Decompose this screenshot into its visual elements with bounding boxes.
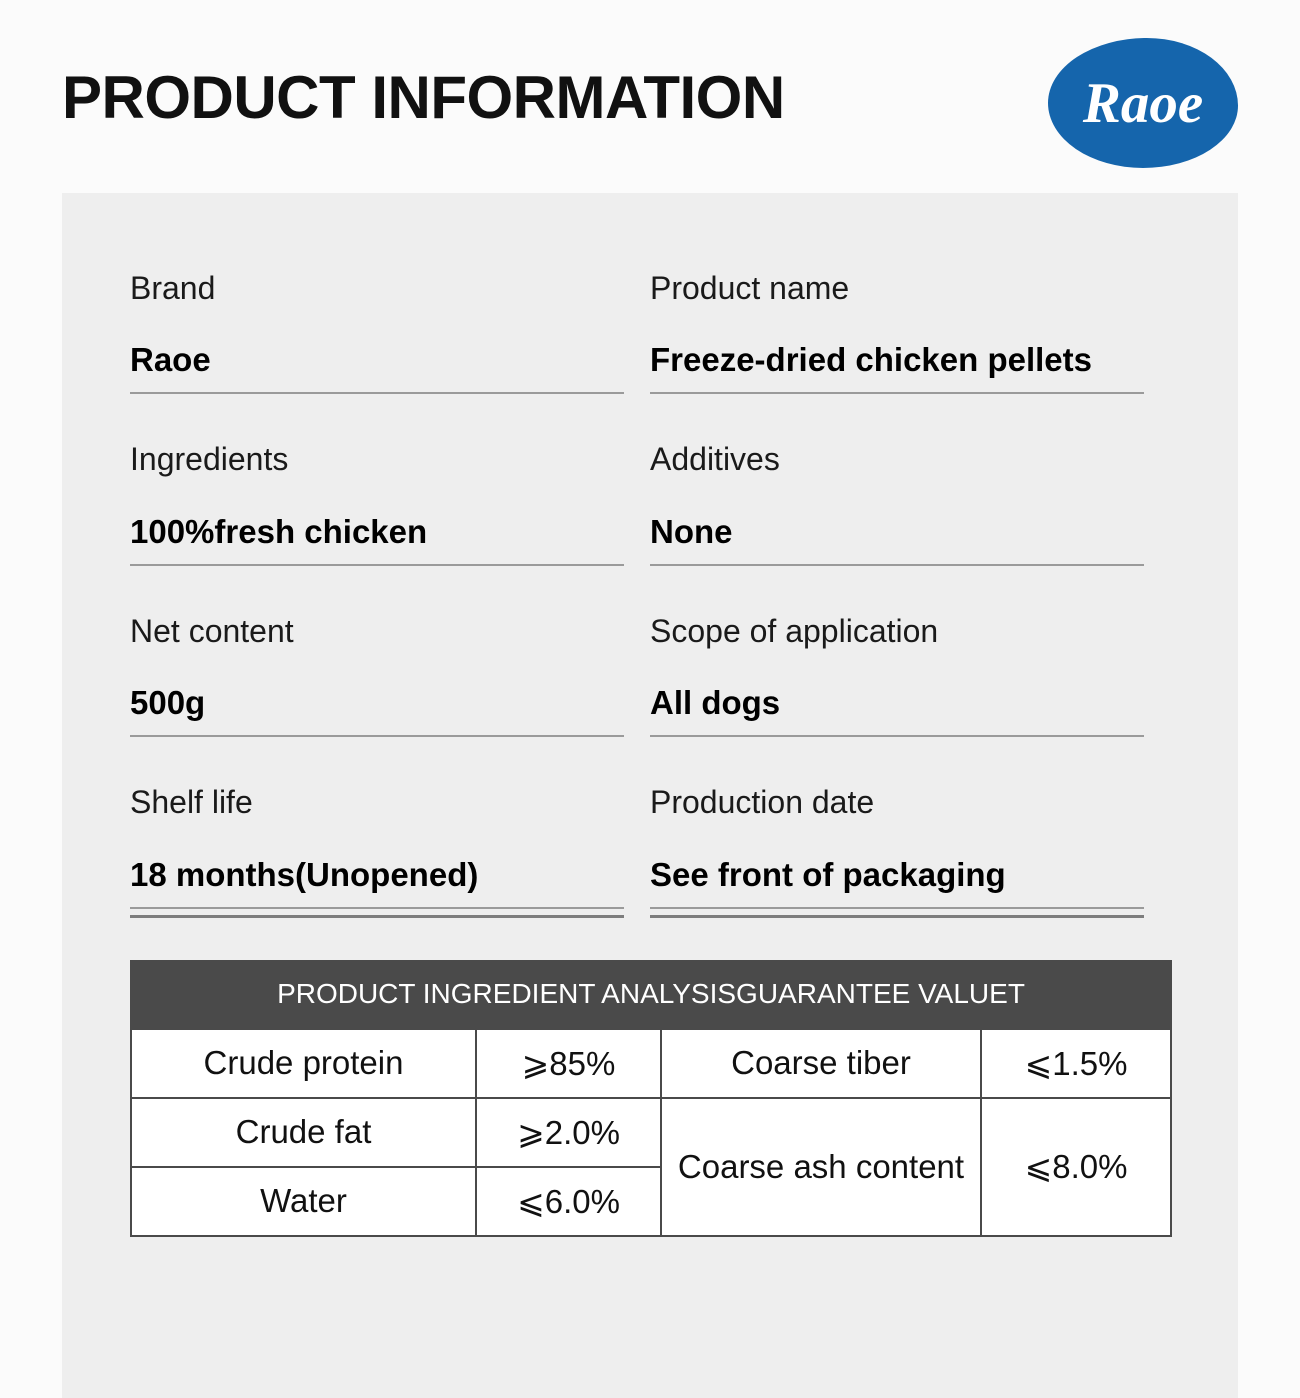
- row-spacer: [130, 394, 650, 424]
- spec-item-production-date: [650, 767, 1170, 921]
- spec-label: Brand: [130, 270, 216, 306]
- analysis-label: Coarse tiber: [661, 1029, 981, 1098]
- divider: [650, 915, 1144, 922]
- row-spacer: [650, 394, 1170, 424]
- specifications-panel: [62, 193, 1238, 1398]
- spec-item-additives: [650, 424, 1170, 565]
- spec-value: Raoe: [130, 306, 624, 394]
- spec-label: Ingredients: [130, 441, 289, 478]
- spec-label: Net content: [130, 612, 294, 649]
- spec-item-product-name: [650, 253, 1170, 394]
- analysis-value: ⩾85%: [476, 1029, 661, 1098]
- spec-label: Additives: [650, 441, 780, 478]
- table-header-title: PRODUCT INGREDIENT ANALYSISGUARANTEE VALUET: [131, 961, 1171, 1029]
- spec-label: Product name: [650, 270, 850, 306]
- table-row: [131, 1098, 1171, 1167]
- analysis-value: ⩾2.0%: [476, 1098, 661, 1167]
- analysis-value: ⩽1.5%: [981, 1029, 1171, 1098]
- ingredient-analysis-table: [130, 960, 1172, 1237]
- spec-value: See front of packaging: [650, 821, 1144, 909]
- spec-value: 18 months(Unopened): [130, 821, 624, 909]
- analysis-value: ⩽8.0%: [981, 1098, 1171, 1236]
- table-row: [131, 1029, 1171, 1098]
- row-spacer: [650, 566, 1170, 596]
- page-title: PRODUCT INFORMATION: [62, 64, 785, 131]
- specifications-grid: [130, 253, 1170, 922]
- analysis-label: Crude protein: [131, 1029, 476, 1098]
- analysis-label: Crude fat: [131, 1098, 476, 1167]
- row-spacer: [130, 737, 650, 767]
- spec-item-scope-of-application: [650, 596, 1170, 737]
- analysis-label: Water: [131, 1167, 476, 1236]
- row-spacer: [130, 566, 650, 596]
- spec-value: Freeze-dried chicken pellets: [650, 306, 1144, 394]
- spec-item-shelf-life: [130, 767, 650, 921]
- spec-value: 500g: [130, 649, 624, 737]
- spec-value: 100%fresh chicken: [130, 478, 624, 566]
- brand-logo: [1048, 38, 1238, 168]
- spec-value: None: [650, 478, 1144, 566]
- divider: [130, 915, 624, 922]
- spec-item-brand: [130, 253, 650, 394]
- spec-label: Shelf life: [130, 784, 253, 821]
- analysis-value: ⩽6.0%: [476, 1167, 661, 1236]
- spec-item-net-content: [130, 596, 650, 737]
- spec-value: All dogs: [650, 649, 1144, 737]
- row-spacer: [650, 737, 1170, 767]
- analysis-label: Coarse ash content: [661, 1098, 981, 1236]
- table-header-row: [131, 961, 1171, 1029]
- page-header: [0, 0, 1300, 190]
- logo-text: Raoe: [1082, 71, 1204, 135]
- spec-item-ingredients: [130, 424, 650, 565]
- spec-label: Production date: [650, 784, 875, 821]
- spec-label: Scope of application: [650, 612, 939, 649]
